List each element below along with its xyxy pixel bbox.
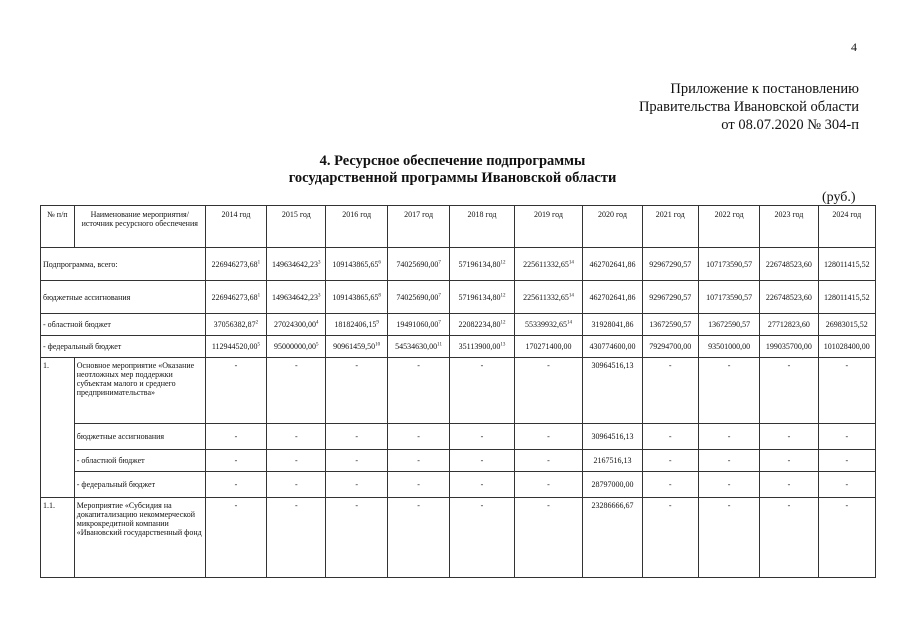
section-title-line-2: государственной программы Ивановской области [288,170,617,186]
cell-value: - [547,361,550,370]
cell-value: - [668,501,672,510]
page-number: 4 [851,40,857,54]
cell-value: - [234,501,238,510]
table-cell [450,314,514,336]
cell-value: - [668,361,672,370]
table-cell [267,472,326,498]
cell-value: - [727,432,731,441]
footnote-mark: 14 [566,320,572,326]
table-cell [514,336,583,358]
cell-value: 92967290,57 [649,292,692,302]
table-cell [267,281,326,314]
table-cell [387,358,449,424]
footnote-mark: 6 [378,259,381,265]
table-cell [514,314,583,336]
header-year: 2024 год [818,206,875,248]
table-cell [818,336,875,358]
appendix-header [639,80,859,134]
table-body [41,248,876,578]
cell-value: - [668,432,672,441]
table-cell [387,248,449,281]
table-cell [583,472,642,498]
cell-value: 27024300,00 [274,320,317,329]
cell-value: 57196134,80 [458,259,501,269]
header-year: 2015 год [267,206,326,248]
cell-value: - [787,501,791,510]
footnote-mark: 4 [316,320,319,326]
footnote-mark: 7 [438,292,441,298]
cell-value: 225611332,65 [523,292,569,302]
table-cell [760,498,818,578]
table-cell [818,450,875,472]
table-cell [205,424,266,450]
cell-value: 92967290,57 [649,259,692,269]
cell-value: - [845,432,849,441]
table-cell [326,281,387,314]
cell-value: - [547,501,550,510]
cell-value: 226748523,60 [765,259,812,269]
table-cell [698,248,759,281]
table-cell [205,472,266,498]
cell-value: 149634642,23 [272,292,319,302]
row-label: - федеральный бюджет [41,336,206,358]
table-cell [818,248,875,281]
resource-table [40,205,876,578]
cell-value: - [480,480,484,489]
table-cell [818,358,875,424]
cell-value: 95000000,00 [274,342,317,351]
cell-value: 109143865,65 [332,259,379,269]
cell-value: - [355,480,358,489]
header-year: 2022 год [698,206,759,248]
cell-value: 462702641,86 [589,259,636,269]
cell-value: 13672590,57 [708,320,751,329]
table-cell [698,498,759,578]
cell-value: - [845,456,849,465]
table-cell [450,248,514,281]
table-cell [698,424,759,450]
table-cell [514,248,583,281]
table-cell [698,358,759,424]
table-cell [698,281,759,314]
cell-value: - [787,456,791,465]
table-cell [450,424,514,450]
cell-value: - [727,456,731,465]
table-cell [514,358,583,424]
cell-value: - [480,432,484,441]
cell-value: 107173590,57 [706,292,753,302]
cell-value: - [547,456,550,465]
table-cell [267,498,326,578]
table-cell [205,314,266,336]
header-year: 2023 год [760,206,818,248]
cell-value: 101028400,00 [823,342,870,351]
table-cell [205,498,266,578]
table-cell [387,424,449,450]
cell-value: 37056382,87 [213,320,256,329]
table-cell [205,336,266,358]
table-cell [387,314,449,336]
cell-value: 19491060,00 [396,320,439,329]
table-cell [760,450,818,472]
cell-value: - [845,501,849,510]
table-cell [514,472,583,498]
table-cell [387,498,449,578]
cell-value: - [355,361,358,370]
cell-value: 149634642,23 [272,259,319,269]
table-cell [326,314,387,336]
cell-value: 22082234,80 [458,320,501,329]
table-cell [583,424,642,450]
cell-value: - [234,480,238,489]
cell-value: 23286666,67 [591,501,634,510]
table-cell [267,248,326,281]
cell-value: 55339932,65 [524,320,567,329]
cell-value: - [727,480,731,489]
table-cell [583,498,642,578]
header-year: 2021 год [642,206,698,248]
cell-value: - [668,456,672,465]
row-number: 1. [41,358,75,498]
cell-value: - [234,432,238,441]
cell-value: 28797000,00 [591,480,634,489]
cell-value: 79294700,00 [649,342,692,351]
table-cell [205,248,266,281]
footnote-mark: 7 [438,320,441,326]
cell-value: - [294,480,298,489]
table-cell [267,424,326,450]
cell-value: - [787,480,791,489]
footnote-mark: 11 [437,342,442,348]
cell-value: 30964516,13 [591,432,634,441]
table-cell [642,472,698,498]
table-cell [642,498,698,578]
header-year: 2018 год [450,206,514,248]
table-cell [450,472,514,498]
table-cell [818,424,875,450]
cell-value: 430774600,00 [589,342,636,351]
table-cell [818,472,875,498]
table-cell [267,358,326,424]
cell-value: 226946273,68 [211,259,258,269]
cell-value: - [480,456,484,465]
table-cell [818,314,875,336]
cell-value: - [480,361,484,370]
row-label: Подпрограмма, всего: [41,248,206,281]
table-cell [583,281,642,314]
table-cell [326,472,387,498]
cell-value: - [417,432,420,441]
cell-value: 93501000,00 [708,342,751,351]
currency-unit: (руб.) [822,190,856,205]
table-cell [326,424,387,450]
cell-value: 54534630,00 [395,342,438,351]
cell-value: 27712823,60 [767,320,810,329]
cell-value: 107173590,57 [706,259,753,269]
cell-value: - [417,501,420,510]
table-row [41,248,876,281]
footnote-mark: 10 [375,342,381,348]
table-row [41,424,876,450]
cell-value: - [234,456,238,465]
cell-value: - [845,361,849,370]
cell-value: 31928041,86 [591,320,634,329]
cell-value: - [294,432,298,441]
footnote-mark: 1 [257,292,261,298]
section-title [0,153,905,187]
cell-value: - [845,480,849,489]
table-cell [760,336,818,358]
header-year: 2016 год [326,206,387,248]
table-row [41,472,876,498]
cell-value: - [547,432,550,441]
table-cell [326,450,387,472]
table-cell [760,424,818,450]
table-cell [387,336,449,358]
cell-value: - [787,432,791,441]
table-row [41,281,876,314]
appendix-line-3: от 08.07.2020 № 304-п [721,117,859,133]
table-cell [642,248,698,281]
table-row [41,358,876,424]
cell-value: 74025690,00 [396,259,439,269]
cell-value: - [355,456,358,465]
table-cell [698,472,759,498]
cell-value: 128011415,52 [823,259,870,269]
row-label: бюджетные ассигнования [74,424,205,450]
cell-value: - [294,501,298,510]
table-cell [642,358,698,424]
cell-value: - [234,361,238,370]
table-cell [760,314,818,336]
table-cell [642,336,698,358]
cell-value: 112944520,00 [211,342,258,351]
cell-value: 30964516,13 [591,361,634,370]
table-cell [326,336,387,358]
appendix-line-2: Правительства Ивановской области [638,99,859,115]
cell-value: 57196134,80 [458,292,501,302]
table-cell [387,472,449,498]
cell-value: - [355,501,358,510]
footnote-mark: 3 [318,259,321,265]
table-cell [514,281,583,314]
cell-value: 226946273,68 [211,292,258,302]
cell-value: 199035700,00 [765,342,812,351]
header-name: Наименование мероприятия/источник ресурсного обеспечения [74,206,205,248]
table-cell [267,450,326,472]
cell-value: - [355,432,358,441]
cell-value: - [727,361,731,370]
table-row [41,314,876,336]
table-header-row [41,206,876,248]
row-label: Основное мероприятие «Оказание неотложных мер поддержки субъектам малого и среднего предпринимательства» [74,358,205,424]
table-row [41,336,876,358]
table-cell [583,248,642,281]
table-cell [205,281,266,314]
table-cell [583,314,642,336]
table-cell [450,281,514,314]
table-cell [450,498,514,578]
cell-value: - [480,501,484,510]
table-cell [387,450,449,472]
cell-value: - [787,361,791,370]
cell-value: 128011415,52 [823,292,870,302]
table-cell [205,358,266,424]
row-label: бюджетные ассигнования [41,281,206,314]
table-cell [514,498,583,578]
row-label: - федеральный бюджет [74,472,205,498]
table-cell [760,472,818,498]
header-year: 2019 год [514,206,583,248]
table-cell [450,336,514,358]
footnote-mark: 2 [255,320,259,326]
cell-value: - [417,456,420,465]
table-cell [326,358,387,424]
cell-value: - [294,456,298,465]
table-cell [698,450,759,472]
table-cell [642,450,698,472]
cell-value: 35113900,00 [458,342,501,351]
cell-value: - [727,501,731,510]
table-cell [642,314,698,336]
footnote-mark: 12 [500,292,506,298]
table-cell [450,450,514,472]
table-cell [698,336,759,358]
table-cell [818,498,875,578]
header-year: 2020 год [583,206,642,248]
table-cell [514,450,583,472]
table-cell [450,358,514,424]
table-cell [642,424,698,450]
cell-value: - [547,480,550,489]
row-number: 1.1. [41,498,75,578]
table-cell [267,336,326,358]
footnote-mark: 3 [318,292,321,298]
table-cell [514,424,583,450]
table-cell [267,314,326,336]
section-title-line-1: 4. Ресурсное обеспечение подпрограммы [319,153,586,169]
table-cell [760,248,818,281]
cell-value: - [294,361,298,370]
cell-value: 74025690,00 [396,292,439,302]
footnote-mark: 9 [376,320,379,326]
cell-value: 109143865,65 [332,292,379,302]
footnote-mark: 7 [438,259,441,265]
cell-value: 18182406,15 [334,320,377,329]
footnote-mark: 5 [316,342,319,348]
row-label: - областной бюджет [74,450,205,472]
table-cell [326,498,387,578]
table-row [41,450,876,472]
table-cell [642,281,698,314]
appendix-line-1: Приложение к постановлению [670,81,859,97]
cell-value: 90961459,50 [333,342,376,351]
table-cell [818,281,875,314]
footnote-mark: 1 [257,259,261,265]
table-cell [583,358,642,424]
table-cell [583,450,642,472]
cell-value: 13672590,57 [649,320,692,329]
footnote-mark: 12 [500,259,506,265]
cell-value: 26983015,52 [825,320,868,329]
header-year: 2014 год [205,206,266,248]
cell-value: 462702641,86 [589,292,636,302]
table-cell [205,450,266,472]
cell-value: - [417,480,420,489]
footnote-mark: 8 [378,292,381,298]
cell-value: 225611332,65 [523,259,569,269]
cell-value: - [668,480,672,489]
table-cell [760,281,818,314]
table-cell [698,314,759,336]
header-num: № п/п [41,206,75,248]
header-year: 2017 год [387,206,449,248]
table-cell [760,358,818,424]
table-cell [326,248,387,281]
footnote-mark: 14 [568,259,574,265]
footnote-mark: 5 [257,342,261,348]
footnote-mark: 12 [500,320,506,326]
footnote-mark: 14 [568,292,574,298]
cell-value: 170271400,00 [525,342,572,351]
cell-value: 2167516,13 [593,456,632,465]
cell-value: 226748523,60 [765,292,812,302]
row-label: - областной бюджет [41,314,206,336]
table-cell [583,336,642,358]
row-label: Мероприятие «Субсидия на докапитализацию некоммерческой микрокредитной компании «Ивановский государственный фонд [74,498,205,578]
table-cell [387,281,449,314]
table-row [41,498,876,578]
footnote-mark: 13 [500,342,506,348]
cell-value: - [417,361,420,370]
